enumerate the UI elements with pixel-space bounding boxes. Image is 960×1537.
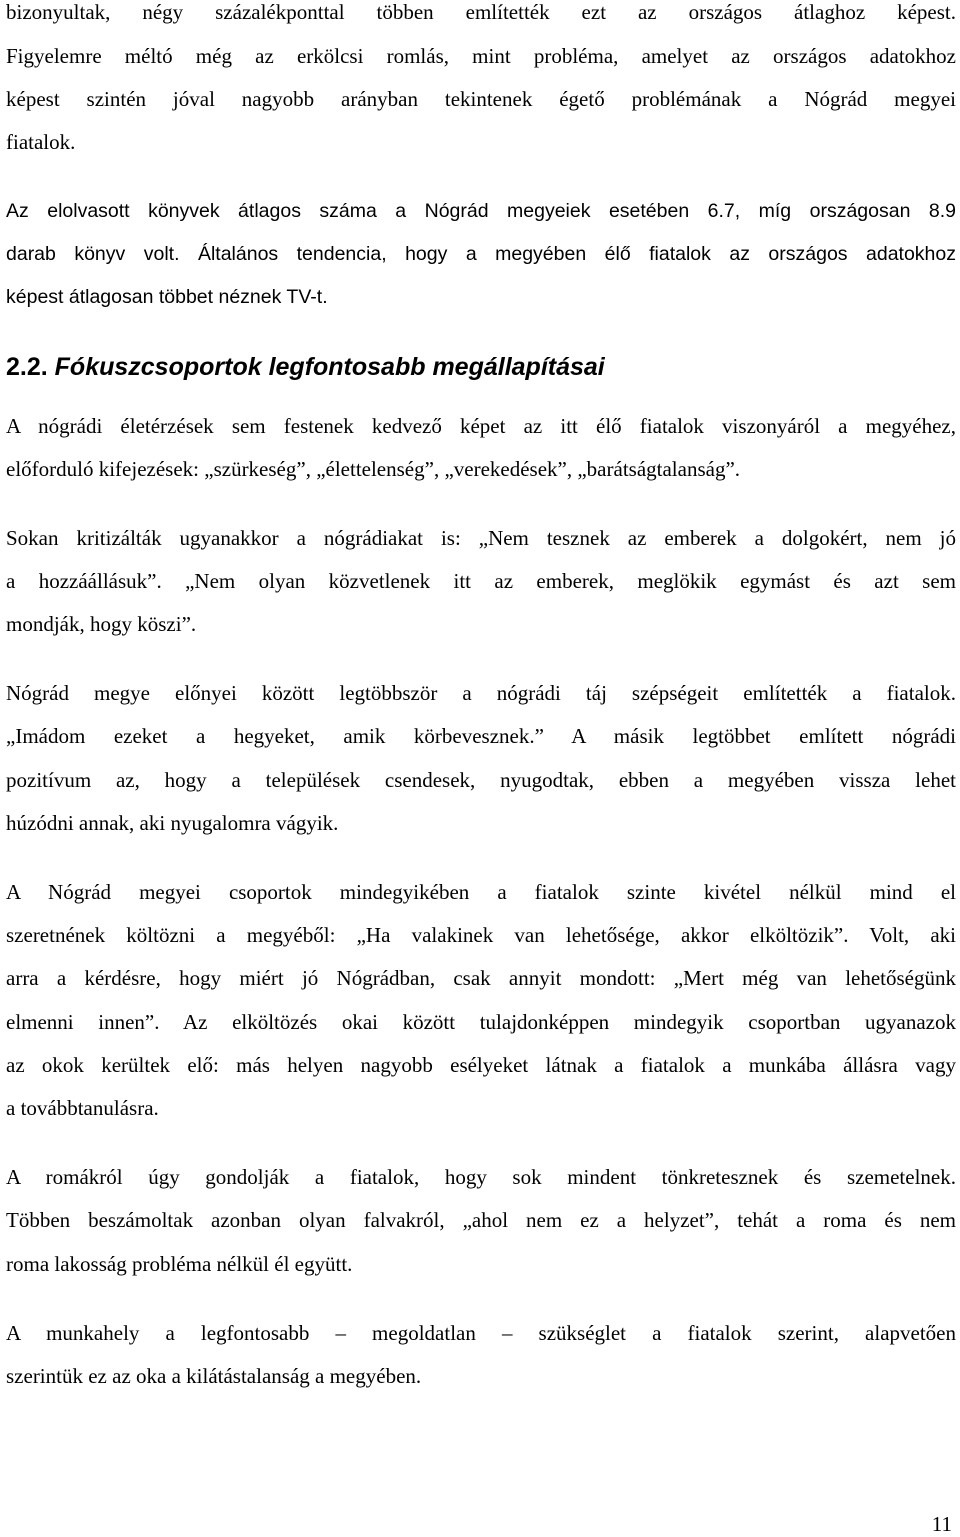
text-line: mondják, hogy köszi”. <box>6 612 197 636</box>
text-line: Többen beszámoltak azonban olyan falvakról, „ahol nem ez a helyzet”, tehát a roma és nem <box>6 1208 956 1232</box>
text-line: Sokan kritizálták ugyanakkor a nógrádiakat is: „Nem tesznek az emberek a dolgokért, nem jó <box>6 526 956 550</box>
text-line: A munkahely a legfontosabb – megoldatlan – szükséglet a fiatalok szerint, alapvetően <box>6 1321 956 1345</box>
text-line: képest szintén jóval nagyobb arányban tekintenek égető problémának a Nógrád megyei <box>6 87 956 111</box>
text-line: roma lakosság probléma nélkül él együtt. <box>6 1252 353 1276</box>
text-line: A nógrádi életérzések sem festenek kedvező képet az itt élő fiatalok viszonyáról a megyéhez, <box>6 414 956 438</box>
text-line: A romákról úgy gondolják a fiatalok, hogy sok mindent tönkretesznek és szemetelnek. <box>6 1165 956 1189</box>
text-line: „Imádom ezeket a hegyeket, amik körbevesznek.” A másik legtöbbet említett nógrádi <box>6 724 956 748</box>
text-line: Nógrád megye előnyei között legtöbbször a nógrádi táj szépségeit említették a fiatalok. <box>6 681 956 705</box>
text-line: előforduló kifejezések: „szürkeség”, „élettelenség”, „verekedések”, „barátságtalanság”. <box>6 457 741 481</box>
text-line: az okok kerültek elő: más helyen nagyobb esélyeket látnak a fiatalok a munkába állásra vagy <box>6 1053 956 1077</box>
text-line: a továbbtanulásra. <box>6 1096 159 1120</box>
text-line: pozitívum az, hogy a települések csendesek, nyugodtak, ebben a megyében vissza lehet <box>6 768 956 792</box>
text-line: képest átlagosan többet néznek TV-t. <box>6 286 328 308</box>
text-line: szerintük ez az oka a kilátástalanság a megyében. <box>6 1364 422 1388</box>
text-line: húzódni annak, aki nyugalomra vágyik. <box>6 811 339 835</box>
text-line: szeretnének költözni a megyéből: „Ha valakinek van lehetősége, akkor elköltözik”. Volt, aki <box>6 923 956 947</box>
text-line: darab könyv volt. Általános tendencia, hogy a megyében élő fiatalok az országos adatokhoz <box>6 243 956 265</box>
text-line: A Nógrád megyei csoportok mindegyikében a fiatalok szinte kivétel nélkül mind el <box>6 880 956 904</box>
text-line: elmenni innen”. Az elköltözés okai között tulajdonképpen mindegyik csoportban ugyanazok <box>6 1010 956 1034</box>
section-heading <box>6 352 956 382</box>
text-line: fiatalok. <box>6 130 76 154</box>
section-title: Fókuszcsoportok legfontosabb megállapításai <box>54 353 605 381</box>
text-line: Az elolvasott könyvek átlagos száma a Nógrád megyeiek esetében 6.7, míg országosan 8.9 <box>6 200 956 222</box>
page-number: 11 <box>931 1512 952 1536</box>
text-line: a hozzáállásuk”. „Nem olyan közvetlenek itt az emberek, meglökik egymást és azt sem <box>6 569 956 593</box>
section-number: 2.2. <box>6 353 48 381</box>
text-line: arra a kérdésre, hogy miért jó Nógrádban, csak annyit mondott: „Mert még van lehetőségünk <box>6 966 956 990</box>
text-line: Figyelemre méltó még az erkölcsi romlás, mint probléma, amelyet az országos adatokhoz <box>6 44 956 68</box>
text-line: bizonyultak, négy százalékponttal többen említették ezt az országos átlaghoz képest. <box>6 0 956 24</box>
